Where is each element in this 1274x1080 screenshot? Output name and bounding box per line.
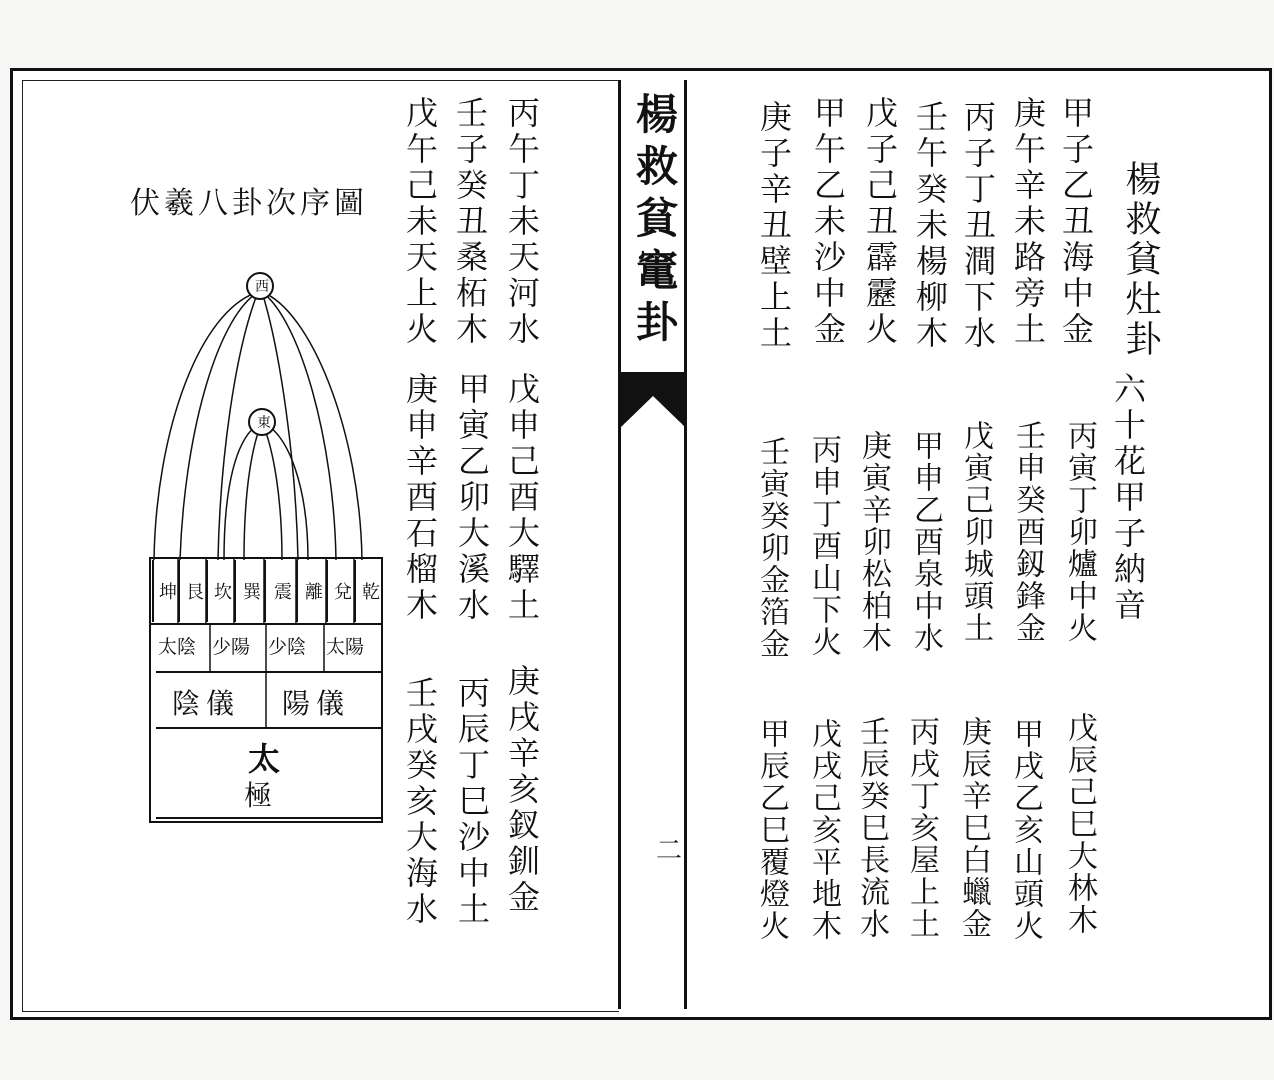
right-b1-line: 庚子辛丑壁上土 xyxy=(755,100,793,352)
trigram-qian: 乾 xyxy=(354,560,382,622)
right-b3-line: 壬辰癸巳長流水 xyxy=(854,716,889,940)
left-b2-line: 庚申辛酉石榴木 xyxy=(401,372,439,624)
spine-line-right xyxy=(684,80,687,1009)
right-b2-line: 丙申丁酉山下火 xyxy=(806,434,841,658)
right-b3-line: 戊辰己巳大林木 xyxy=(1062,712,1097,936)
right-b1-line: 甲午乙未沙中金 xyxy=(809,96,847,348)
left-b3-line: 壬戌癸亥大海水 xyxy=(401,676,439,928)
right-b3-line: 丙戌丁亥屋上土 xyxy=(904,716,939,940)
trigram-li: 離 xyxy=(296,560,326,622)
right-b3-line: 庚辰辛巳白蠟金 xyxy=(956,716,991,940)
mode-yang: 陽儀 xyxy=(282,687,351,720)
trigram-gen: 艮 xyxy=(178,560,206,622)
image-tai-yang: 太陽 xyxy=(326,636,365,658)
trigram-zhen: 震 xyxy=(264,560,296,622)
right-b2-line: 壬申癸酉釼鋒金 xyxy=(1010,420,1045,644)
spine-title: 楊救貧竃卦 xyxy=(630,92,679,352)
right-b1-line: 丙子丁丑澗下水 xyxy=(959,100,997,352)
right-b1-line: 壬午癸未楊柳木 xyxy=(911,100,949,352)
left-b1-line: 壬子癸丑桑柘木 xyxy=(451,96,489,348)
right-b3-line: 戊戌己亥平地木 xyxy=(806,718,841,942)
image-shao-yang: 少陽 xyxy=(212,636,251,658)
trigram-xun: 巽 xyxy=(234,560,264,622)
left-b3-line: 庚戌辛亥釵釧金 xyxy=(503,664,541,916)
right-page-title: 楊救貧灶卦 xyxy=(1120,160,1161,360)
image-tai-yin: 太陰 xyxy=(158,636,197,658)
left-b1-line: 丙午丁未天河水 xyxy=(503,96,541,348)
right-b2-line: 庚寅辛卯松柏木 xyxy=(856,430,891,654)
right-b1-line: 戊子己丑霹靂火 xyxy=(861,96,899,348)
west-label: 西 xyxy=(255,279,269,295)
right-b2-line: 壬寅癸卯金箔金 xyxy=(754,436,789,660)
right-b1-line: 庚午辛未路旁土 xyxy=(1009,96,1047,348)
taiji-line1: 太 xyxy=(248,740,281,778)
east-label: 東 xyxy=(257,415,271,431)
left-b2-line: 甲寅乙卯大溪水 xyxy=(453,372,491,624)
left-b3-line: 丙辰丁巳沙中土 xyxy=(453,676,491,928)
right-b3-line: 甲戌乙亥山頭火 xyxy=(1008,718,1043,942)
right-b3-line: 甲辰乙巳覆燈火 xyxy=(754,718,789,942)
right-b2-line: 甲申乙酉泉中水 xyxy=(908,430,943,654)
left-b2-line: 戊申己酉大驛土 xyxy=(503,372,541,624)
spine-line-left xyxy=(618,80,621,1009)
trigram-kun: 坤 xyxy=(152,560,178,622)
image-shao-yin: 少陰 xyxy=(268,636,307,658)
trigram-dui: 兌 xyxy=(326,560,354,622)
taiji-line2: 極 xyxy=(244,779,273,812)
page-number: 二 xyxy=(656,836,683,866)
right-b2-line: 丙寅丁卯爐中火 xyxy=(1062,420,1097,644)
diagram-title-text: 伏羲八卦次序圖 xyxy=(130,186,368,221)
mode-yin: 陰儀 xyxy=(172,687,241,720)
right-b1-line: 甲子乙丑海中金 xyxy=(1057,96,1095,348)
right-page-subtitle: 六十花甲子納音 xyxy=(1109,372,1147,624)
fishtail-mark xyxy=(620,372,686,432)
left-b1-line: 戊午己未天上火 xyxy=(401,96,439,348)
right-b2-line: 戊寅己卯城頭土 xyxy=(958,420,993,644)
trigram-kan: 坎 xyxy=(206,560,234,622)
